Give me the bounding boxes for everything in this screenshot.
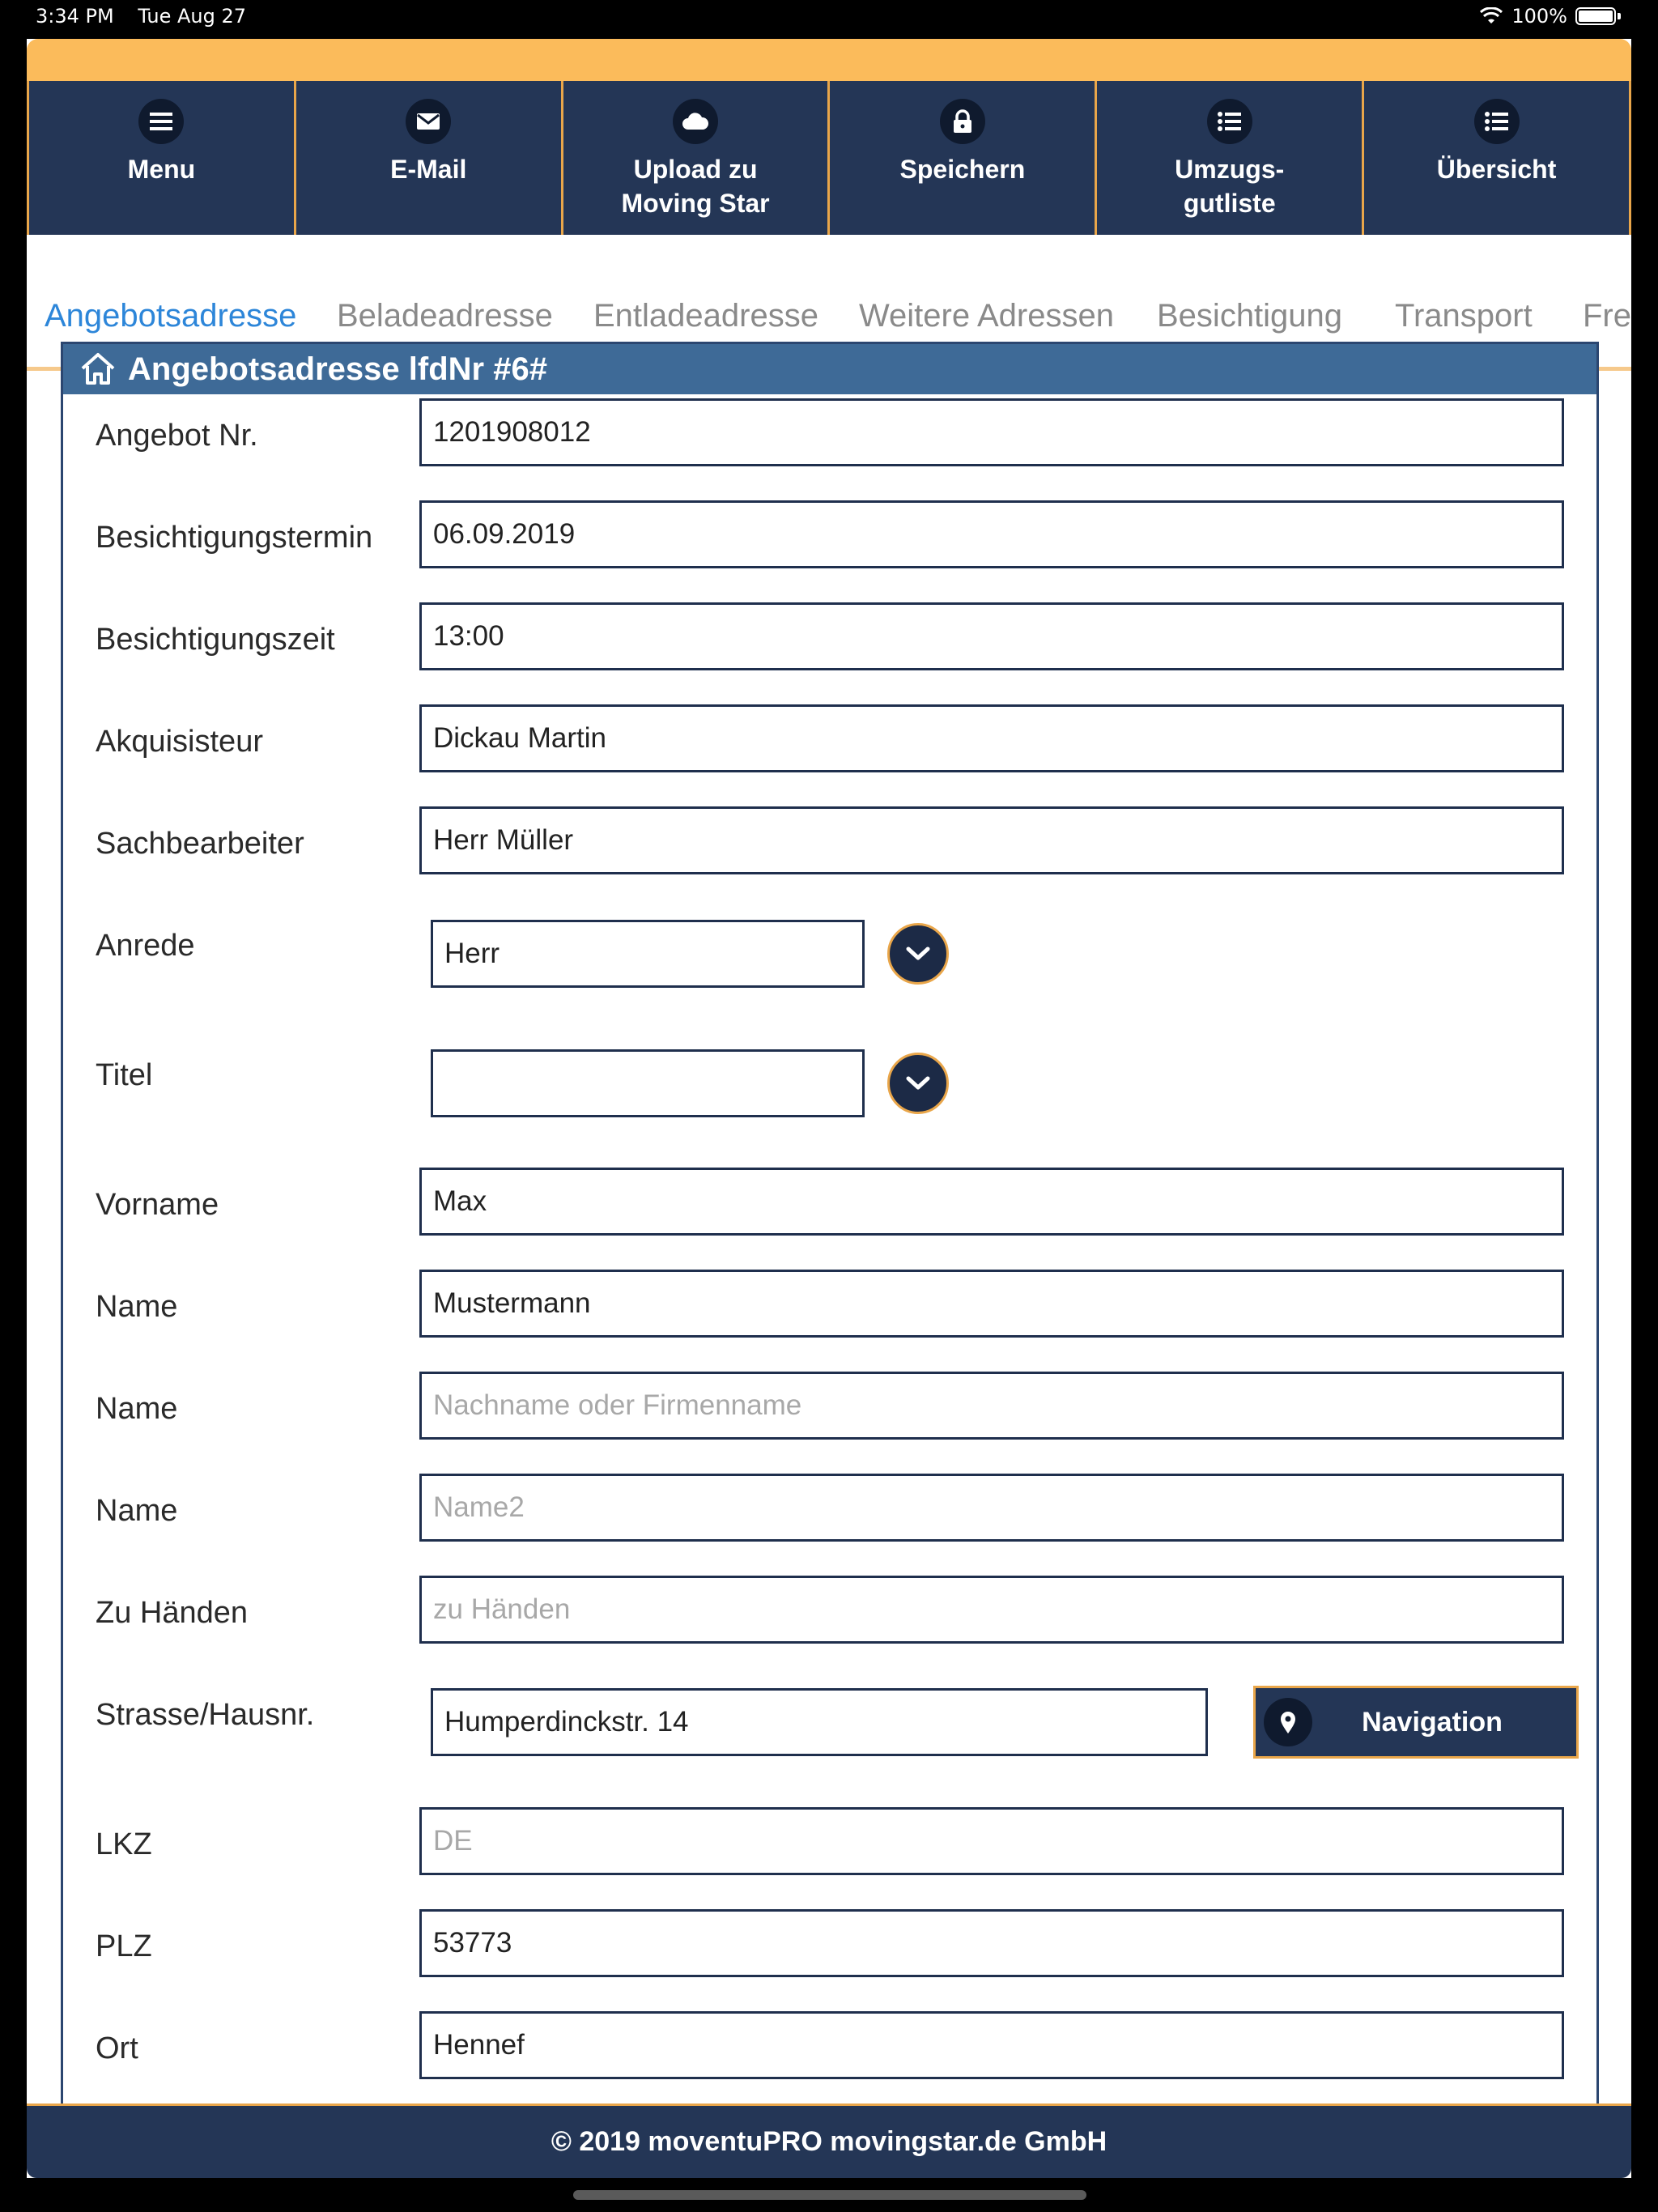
mail-icon [406,99,451,144]
list-icon [1207,99,1252,144]
status-time: 3:34 PM [36,5,114,28]
battery-percent: 100% [1511,5,1567,28]
lkz-input[interactable] [419,1807,1564,1875]
angebot-nr-input[interactable] [419,398,1564,466]
navigation-button[interactable] [1253,1686,1579,1759]
plz-input[interactable] [419,1909,1564,1977]
overview-button-label: Übersicht [1436,155,1557,184]
inventory-list-button[interactable] [1097,81,1364,235]
akquisiteur-input[interactable] [419,704,1564,772]
wifi-icon [1479,7,1503,25]
label-sachbearbeiter: Sachbearbeiter [96,827,304,861]
besichtigungstermin-input[interactable] [419,500,1564,568]
inventory-list-button-label: Umzugs- gutliste [1175,155,1285,218]
tab-besichtigung[interactable]: Besichtigung [1157,298,1343,334]
cloud-icon [673,99,718,144]
tab-angebotsadresse[interactable]: Angebotsadresse [45,298,297,334]
save-button-label: Speichern [899,155,1026,184]
label-titel: Titel [96,1058,153,1092]
save-button[interactable] [830,81,1097,235]
name2-input[interactable] [419,1474,1564,1542]
titel-select[interactable] [431,1049,865,1117]
ort-input[interactable] [419,2011,1564,2079]
overview-button[interactable] [1364,81,1631,235]
name-input[interactable] [419,1270,1564,1338]
chevron-down-icon [904,1074,932,1092]
tab-transport[interactable]: Transport [1395,298,1533,334]
vorname-input[interactable] [419,1168,1564,1236]
label-besichtigungszeit: Besichtigungszeit [96,623,335,657]
label-vorname: Vorname [96,1188,219,1222]
tab-beladeadresse[interactable]: Beladeadresse [337,298,553,334]
main-toolbar [27,81,1631,235]
label-angebot-nr: Angebot Nr. [96,419,258,453]
label-akquisiteur: Akquisisteur [96,725,263,759]
navigation-button-label: Navigation [1362,1706,1503,1738]
app-window [27,39,1631,2178]
list-icon [1474,99,1520,144]
label-strasse: Strasse/Hausnr. [96,1698,315,1732]
menu-button[interactable] [27,81,296,235]
panel-header [63,344,1596,394]
label-anrede: Anrede [96,929,195,963]
label-name-company: Name [96,1392,178,1426]
footer [27,2104,1631,2178]
lock-icon [940,99,985,144]
panel-title: Angebotsadresse lfdNr #6# [128,351,547,387]
anrede-select[interactable] [431,920,865,988]
home-icon [79,351,117,388]
battery-tip [1618,13,1621,19]
menu-icon [138,99,184,144]
tab-entladeadresse[interactable]: Entladeadresse [593,298,818,334]
zu-haenden-input[interactable] [419,1576,1564,1644]
titel-dropdown-button[interactable] [887,1053,949,1114]
chevron-down-icon [904,945,932,963]
tab-weitere-adressen[interactable]: Weitere Adressen [859,298,1114,334]
besichtigungszeit-input[interactable] [419,602,1564,670]
tab-more[interactable]: Fre [1583,298,1631,334]
label-lkz: LKZ [96,1827,152,1861]
sachbearbeiter-input[interactable] [419,806,1564,874]
company-name-input[interactable] [419,1372,1564,1440]
menu-button-label: Menu [127,155,196,184]
label-zu-haenden: Zu Händen [96,1596,249,1630]
label-plz: PLZ [96,1929,152,1963]
label-name: Name [96,1290,178,1324]
email-button[interactable] [296,81,563,235]
copyright-text: © 2019 moventuPRO movingstar.de GmbH [551,2126,1107,2157]
strasse-input[interactable] [431,1688,1208,1756]
email-button-label: E-Mail [390,155,467,184]
upload-button-label: Upload zu Moving Star [621,155,770,218]
accent-band [27,39,1631,81]
anrede-dropdown-button[interactable] [887,923,949,985]
map-pin-icon [1264,1698,1312,1746]
label-ort: Ort [96,2031,138,2065]
offer-address-panel [61,342,1599,2178]
status-bar [0,0,1658,32]
battery-icon [1575,7,1616,25]
upload-button[interactable] [563,81,831,235]
label-name2: Name [96,1494,178,1528]
home-indicator[interactable] [573,2190,1086,2200]
status-date: Tue Aug 27 [138,5,246,28]
label-besichtigungstermin: Besichtigungstermin [96,521,373,555]
